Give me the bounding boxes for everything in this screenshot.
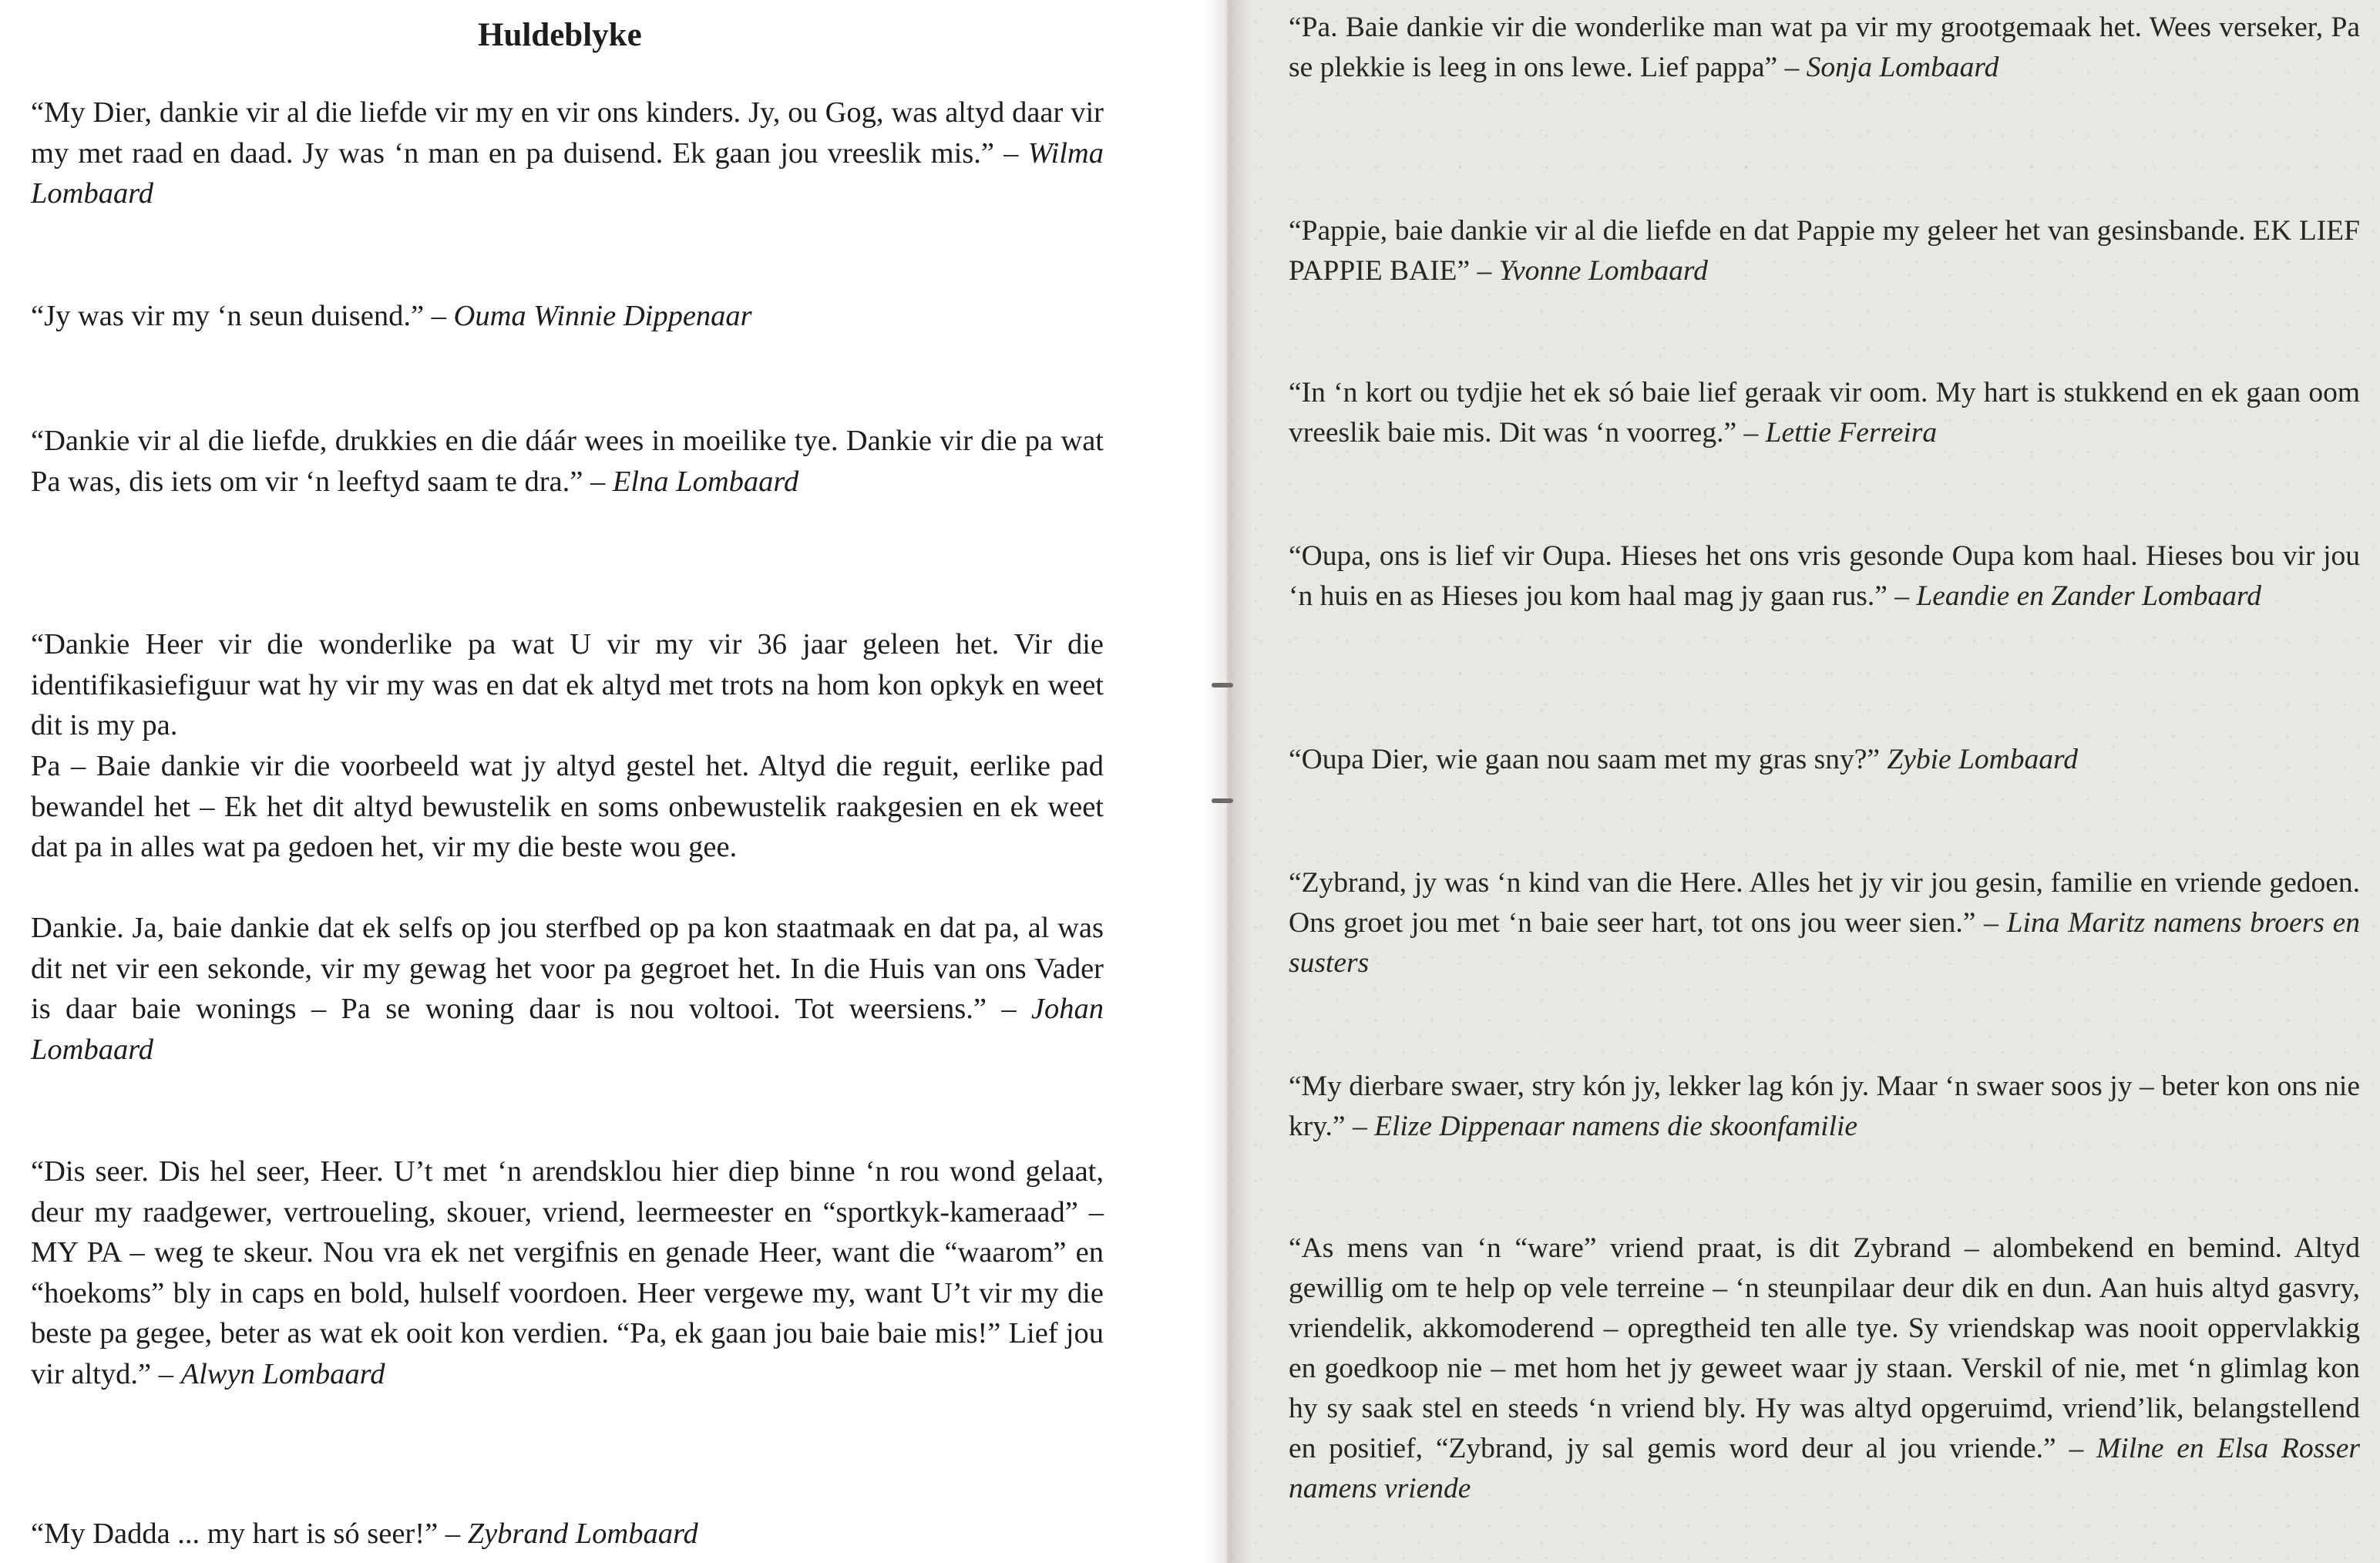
tribute-author: Milne en Elsa Rosser namens vriende	[1289, 1433, 2360, 1504]
tribute-author: Yvonne Lombaard	[1498, 255, 1708, 287]
tribute-alwyn	[31, 1151, 1104, 1394]
tribute-author: Elna Lombaard	[612, 465, 799, 498]
tribute-quote: “Oupa, ons is lief vir Oupa. Hieses het ons vris gesonde Oupa kom haal. Hieses bou vir jou ‘n huis en as Hieses jou kom haal mag jy gaan rus.” –	[1289, 540, 2360, 612]
tribute-quote: “In ‘n kort ou tydjie het ek só baie lief geraak vir oom. My hart is stukkend en ek gaan oom vreeslik baie mis. Dit was ‘n voorreg.” –	[1289, 377, 2360, 449]
tribute-author: Johan Lombaard	[31, 993, 1104, 1066]
tribute-author: Alwyn Lombaard	[180, 1357, 385, 1390]
tribute-author: Sonja Lombaard	[1806, 52, 1999, 83]
tribute-quote: “My Dier, dankie vir al die liefde vir my en vir ons kinders. Jy, ou Gog, was altyd daar vir my met raad en daad. Jy was ‘n man en pa duisend. Ek gaan jou vreeslik mis.” –	[31, 96, 1104, 170]
tribute-author: Elize Dippenaar namens die skoonfamilie	[1374, 1111, 1858, 1142]
tribute-johan-p2	[31, 746, 1104, 868]
tribute-quote: “Dankie vir al die liefde, drukkies en die dáár wees in moeilike tye. Dankie vir die pa wat Pa was, dis iets om vir ‘n leeftyd saam te dra.” –	[31, 425, 1104, 498]
tribute-lina	[1289, 863, 2360, 983]
tribute-quote: “Oupa Dier, wie gaan nou saam met my gras sny?”	[1289, 744, 1888, 775]
tribute-sonja	[1289, 8, 2360, 88]
tribute-quote: Dankie. Ja, baie dankie dat ek selfs op jou sterfbed op pa kon staatmaak en dat pa, al was dit net vir een sekonde, vir my gewag het voor pa gegroet het. In die Huis van ons Vader is daar baie wonings – Pa se woning daar is nou voltooi. Tot weersiens.” –	[31, 912, 1104, 1025]
tribute-quote: “My dierbare swaer, stry kón jy, lekker lag kón jy. Maar ‘n swaer soos jy – beter kon ons nie kry.” –	[1289, 1071, 2360, 1142]
tribute-author: Zybie Lombaard	[1887, 744, 2078, 775]
tribute-wilma	[31, 92, 1104, 214]
tribute-paragraph: Pa – Baie dankie vir die voorbeeld wat jy altyd gestel het. Altyd die reguit, eerlike pad bewandel het – Ek het dit altyd bewustelik en soms onbewustelik raakgesien en ek weet dat pa in alles wat pa gedoen het, vir my die beste wou gee.	[31, 750, 1104, 863]
tribute-zybrand	[31, 1514, 1104, 1555]
tribute-quote: “Pa. Baie dankie vir die wonderlike man wat pa vir my grootgemaak het. Wees verseker, Pa se plekkie is leeg in ons lewe. Lief pappa” –	[1289, 12, 2360, 83]
tribute-leandie-zander	[1289, 536, 2360, 617]
tribute-zybie	[1289, 740, 2360, 780]
book-gutter	[1204, 0, 1250, 1563]
tribute-milne-elsa	[1289, 1229, 2360, 1509]
tribute-quote: “As mens van ‘n “ware” vriend praat, is dit Zybrand – alombekend en bemind. Altyd gewillig om te help op vele terreine – ‘n steunpilaar deur dik en dun. Aan huis altyd gasvry, vriendelik, akkomoderend – opregtheid ten alle tye. Sy vriendskap was nooit oppervlakkig en goedkoop nie – met hom het jy geweet waar jy staan. Verskil of nie, met ‘n glimlag kon hy sy saak stel en steeds ‘n vriend bly. Hy was altyd opgeruimd, vriend’lik, belangstellend en positief, “Zybrand, jy sal gemis word deur al jou vriende.” –	[1289, 1232, 2360, 1464]
right-page	[1227, 0, 2380, 1563]
tribute-author: Ouma Winnie Dippenaar	[453, 300, 752, 332]
tribute-author: Lettie Ferreira	[1765, 417, 1938, 449]
tribute-paragraph: “Dankie Heer vir die wonderlike pa wat U vir my vir 36 jaar geleen het. Vir die identifikasiefiguur wat hy vir my was en dat ek altyd met trots na hom kon opkyk en weet dit is my pa.	[31, 628, 1104, 741]
tribute-lettie	[1289, 373, 2360, 453]
tribute-author: Leandie en Zander Lombaard	[1916, 580, 2261, 612]
tribute-ouma-winnie	[31, 296, 1104, 337]
tribute-quote: “Jy was vir my ‘n seun duisend.” –	[31, 300, 454, 332]
tribute-johan	[31, 908, 1104, 1070]
tribute-author: Wilma Lombaard	[31, 136, 1104, 210]
tribute-quote: “Pappie, baie dankie vir al die liefde en dat Pappie my geleer het van gesinsbande. EK LIEF PAPPIE BAIE” –	[1289, 215, 2360, 287]
tribute-quote: “Zybrand, jy was ‘n kind van die Here. Alles het jy vir jou gesin, familie en vriende gedoen. Ons groet jou met ‘n baie seer hart, tot ons jou weer sien.” –	[1289, 867, 2360, 939]
tribute-quote: “Dis seer. Dis hel seer, Heer. U’t met ‘n arendsklou hier diep binne ‘n rou wond gelaat, deur my raadgewer, vertroueling, skouer, vriend, leermeester en “sportkyk-kameraad” – MY PA – weg te skeur. Nou vra ek net vergifnis en genade Heer, want die “waarom” en “hoekoms” bly in caps en bold, hulself voordoen. Heer vergewe my, want U’t vir my die beste pa gegee, beter as wat ek ooit kon verdien. “Pa, ek gaan jou baie baie mis!” Lief jou vir altyd.” –	[31, 1155, 1104, 1390]
staple-top	[1212, 683, 1233, 687]
staple-bottom	[1212, 798, 1233, 803]
tribute-quote: “My Dadda ... my hart is só seer!” –	[31, 1518, 468, 1550]
tribute-elna	[31, 421, 1104, 502]
page-title: Huldeblyke	[478, 17, 642, 53]
tribute-author: Zybrand Lombaard	[467, 1518, 698, 1550]
tribute-yvonne	[1289, 211, 2360, 291]
tribute-johan-p1	[31, 624, 1104, 746]
tribute-author: Lina Maritz namens broers en susters	[1289, 907, 2361, 979]
tribute-elize	[1289, 1067, 2360, 1147]
